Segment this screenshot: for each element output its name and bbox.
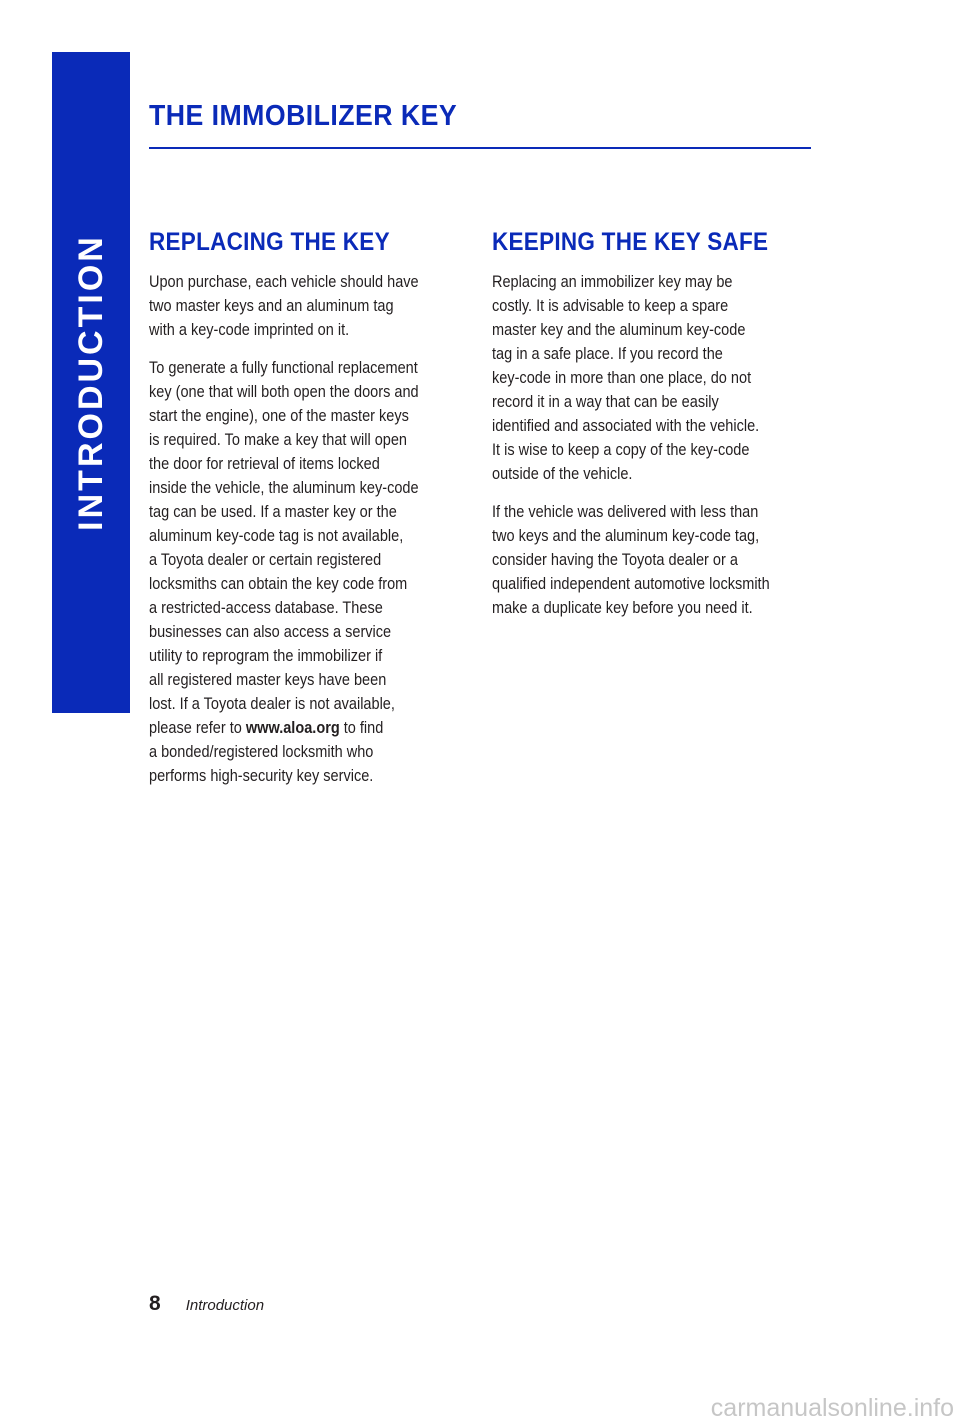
page-number: 8 [149,1292,161,1315]
watermark: carmanualsonline.info [710,1394,954,1422]
replacing-key-section [149,228,449,802]
text-line: tag in a safe place. If you record the [492,345,723,363]
text-line: key-code in more than one place, do not [492,369,752,387]
text-line: all registered master keys have been [149,671,387,689]
side-tab-label: INTRODUCTION [71,234,110,531]
aloa-link[interactable]: www.aloa.org [245,719,340,737]
side-tab [52,52,130,713]
text-line: consider having the Toyota dealer or a [492,551,738,569]
text-line: a bonded/registered locksmith who [149,743,374,761]
text-line: a restricted-access database. These [149,599,383,617]
keeping-key-safe-section [492,228,812,634]
text-line: performs high-security key service. [149,767,374,785]
text-line: If the vehicle was delivered with less than [492,503,759,521]
text-line: Upon purchase, each vehicle should have [149,273,419,291]
text-line: key (one that will both open the doors and [149,383,419,401]
section-heading-replacing: REPLACING THE KEY [149,228,390,256]
text-line: It is wise to keep a copy of the key-code [492,441,750,459]
page-title: THE IMMOBILIZER KEY [149,100,458,132]
text-line: To generate a fully functional replacement [149,359,418,377]
text-line: two keys and the aluminum key-code tag, [492,527,760,545]
text-line: with a key-code imprinted on it. [149,321,350,339]
text-line: start the engine), one of the master keys [149,407,409,425]
text-line: utility to reprogram the immobilizer if [149,647,383,665]
text-line: a Toyota dealer or certain registered [149,551,382,569]
title-divider [149,147,811,149]
section-heading-keeping-safe: KEEPING THE KEY SAFE [492,228,769,256]
text-line: aluminum key-code tag is not available, [149,527,404,545]
text-line: tag can be used. If a master key or the [149,503,397,521]
text-line: outside of the vehicle. [492,465,633,483]
text-line: identified and associated with the vehicle. [492,417,760,435]
paragraph [492,270,774,486]
page-footer [149,1292,264,1316]
text-line: the door for retrieval of items locked [149,455,380,473]
paragraph [149,270,419,342]
text-line: make a duplicate key before you need it. [492,599,753,617]
text-fragment: to find [339,719,384,737]
text-line-with-link [149,716,413,740]
text-line: locksmiths can obtain the key code from [149,575,408,593]
text-fragment: please refer to [149,719,246,737]
paragraph [149,356,419,788]
paragraph [492,500,774,620]
text-line: lost. If a Toyota dealer is not available, [149,695,395,713]
text-line: master key and the aluminum key-code [492,321,746,339]
text-line: businesses can also access a service [149,623,392,641]
footer-section-name: Introduction [185,1297,265,1314]
text-line: qualified independent automotive locksmith [492,575,770,593]
text-line: record it in a way that can be easily [492,393,719,411]
text-line: is required. To make a key that will open [149,431,408,449]
text-line: costly. It is advisable to keep a spare [492,297,729,315]
text-line: inside the vehicle, the aluminum key-code [149,479,419,497]
text-line: Replacing an immobilizer key may be [492,273,733,291]
text-line: two master keys and an aluminum tag [149,297,394,315]
